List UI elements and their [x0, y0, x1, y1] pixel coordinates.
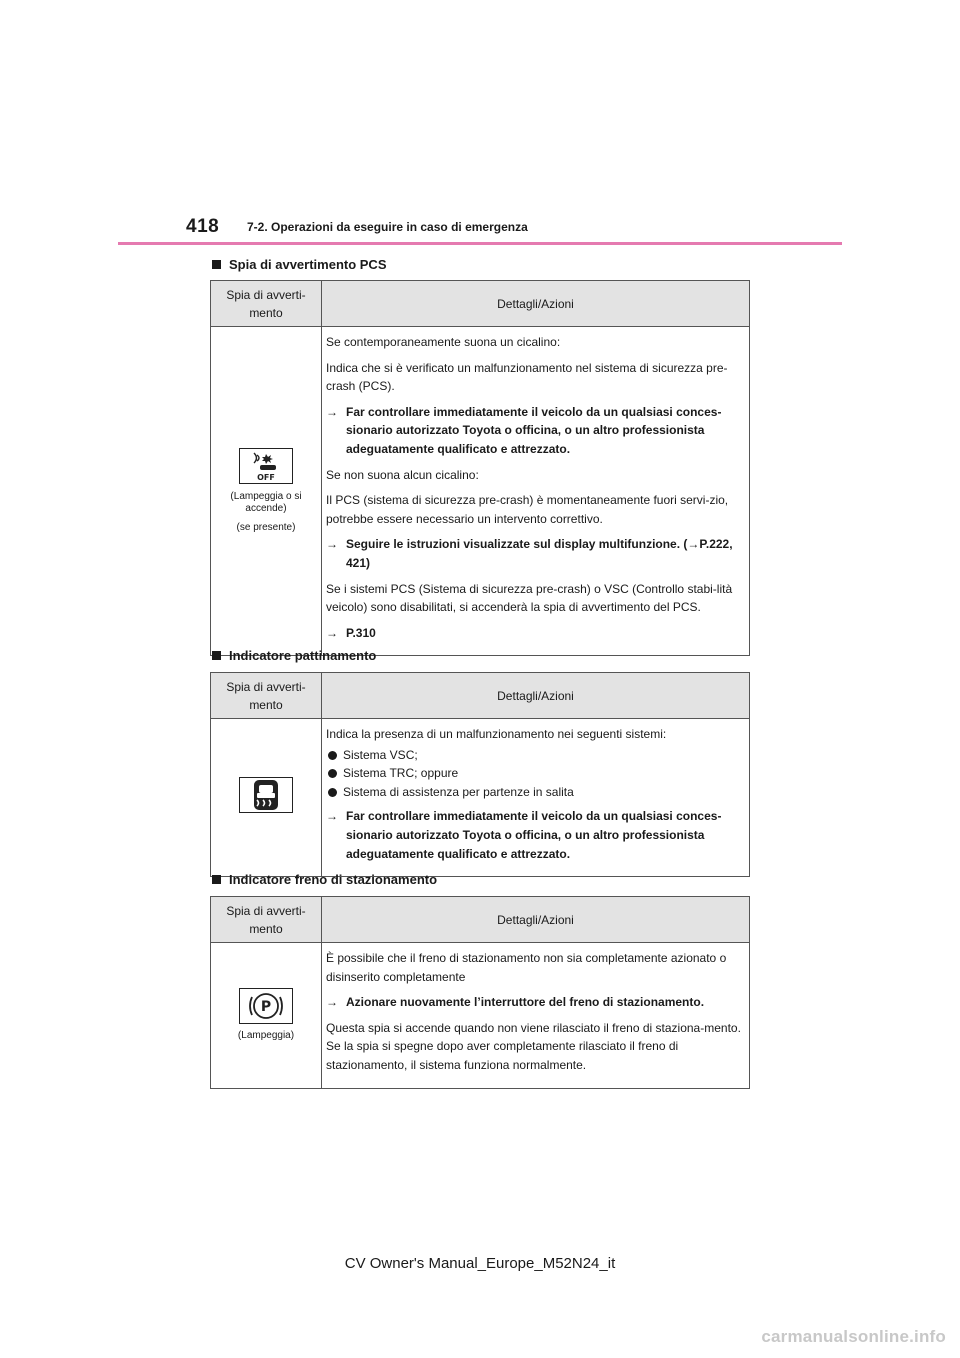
slip-indicator-icon	[239, 777, 293, 813]
action-line	[326, 535, 745, 572]
chapter-title: 7-2. Operazioni da eseguire in caso di emergenza	[247, 220, 528, 234]
footer-document-id: CV Owner's Manual_Europe_M52N24_it	[344, 1255, 616, 1272]
icon-cell	[211, 327, 322, 656]
page-number: 418	[186, 216, 220, 237]
detail-text: Indica che si è verificato un malfunzionamento nel sistema di sicurezza pre-crash (PCS).	[326, 360, 728, 394]
icon-cell	[211, 943, 322, 1089]
bullet-icon	[328, 751, 337, 760]
table-pcs	[210, 280, 750, 656]
svg-text:P: P	[260, 998, 272, 1015]
action-line	[326, 993, 745, 1012]
list-item: Sistema VSC;	[326, 746, 745, 765]
bullet-icon	[328, 788, 337, 797]
section-heading-text: Indicatore freno di stazionamento	[229, 872, 438, 887]
details-cell	[322, 327, 750, 656]
arrow-icon: →	[326, 537, 338, 552]
details-cell	[322, 719, 750, 877]
arrow-icon: →	[326, 995, 338, 1010]
action-text: Azionare nuovamente l’interruttore del freno di stazionamento.	[346, 995, 705, 1010]
arrow-icon: →	[326, 809, 338, 824]
section-heading-parking-brake	[212, 872, 437, 887]
page-reference: P.310	[346, 625, 376, 640]
column-header-light: Spia di avverti- mento	[211, 281, 322, 327]
heading-square-icon	[212, 875, 221, 884]
action-line	[326, 624, 745, 643]
detail-text: Il PCS (sistema di sicurezza pre-crash) è momentaneamente fuori servi-zio, potrebbe essere necessario un intervento correttivo.	[326, 493, 729, 526]
arrow-icon: →	[326, 625, 338, 640]
section-heading-pcs	[212, 257, 387, 272]
section-heading-text: Indicatore pattinamento	[229, 648, 377, 663]
action-line	[326, 807, 745, 863]
icon-caption: (Lampeggia)	[237, 1030, 295, 1042]
column-header-light: Spia di avverti- mento	[211, 673, 322, 719]
column-header-details: Dettagli/Azioni	[322, 897, 750, 943]
heading-square-icon	[212, 651, 221, 660]
bullet-icon	[328, 769, 337, 778]
heading-square-icon	[212, 260, 221, 269]
action-line	[326, 403, 745, 459]
arrow-icon: →	[326, 404, 338, 419]
action-text: Far controllare immediatamente il veicolo da un qualsiasi conces-sionario autorizzato Toyota o officina, o un altro professionista adeguatamente qualificato e attrezzato.	[346, 809, 722, 861]
detail-text: È possibile che il freno di stazionamento non sia completamente azionato o disinserito completamente	[326, 951, 727, 984]
icon-caption: (se presente)	[236, 521, 296, 533]
column-header-details: Dettagli/Azioni	[322, 281, 750, 327]
parking-brake-icon	[239, 988, 293, 1024]
watermark: carmanualsonline.info	[761, 1327, 946, 1346]
detail-text: Indica la presenza di un malfunzionamento nei seguenti sistemi:	[326, 727, 667, 741]
list-item: Sistema di assistenza per partenze in salita	[326, 783, 745, 802]
column-header-details: Dettagli/Azioni	[322, 673, 750, 719]
section-heading-slip	[212, 648, 376, 663]
table-slip	[210, 672, 750, 877]
icon-caption: (Lampeggia o si accende)	[230, 490, 302, 515]
header-rule	[118, 242, 842, 245]
detail-text: Se contemporaneamente suona un cicalino:	[326, 335, 561, 349]
details-cell	[322, 943, 750, 1089]
table-parking-brake	[210, 896, 750, 1089]
detail-text: Questa spia si accende quando non viene rilasciato il freno di staziona-mento. Se la spia si spegne dopo aver completamente rilasciato il freno di stazionamento, il sistema funziona normalmente.	[326, 1020, 741, 1072]
pcs-off-icon	[239, 448, 293, 484]
section-heading-text: Spia di avvertimento PCS	[229, 257, 387, 272]
action-text: Seguire le istruzioni visualizzate sul display multifunzione. (→P.222, 421)	[346, 537, 733, 570]
action-text: Far controllare immediatamente il veicolo da un qualsiasi conces-sionario autorizzato Toyota o officina, o un altro professionista adeguatamente qualificato e attrezzato.	[346, 404, 722, 456]
detail-text: Se non suona alcun cicalino:	[326, 467, 479, 482]
list-item: Sistema TRC; oppure	[326, 764, 745, 783]
detail-text: Se i sistemi PCS (Sistema di sicurezza pre-crash) o VSC (Controllo stabi-lità veicolo) sono disabilitati, si accenderà la spia di avvertimento del PCS.	[326, 581, 733, 615]
svg-text:OFF: OFF	[257, 473, 275, 483]
icon-cell	[211, 719, 322, 877]
column-header-light: Spia di avverti- mento	[211, 897, 322, 943]
